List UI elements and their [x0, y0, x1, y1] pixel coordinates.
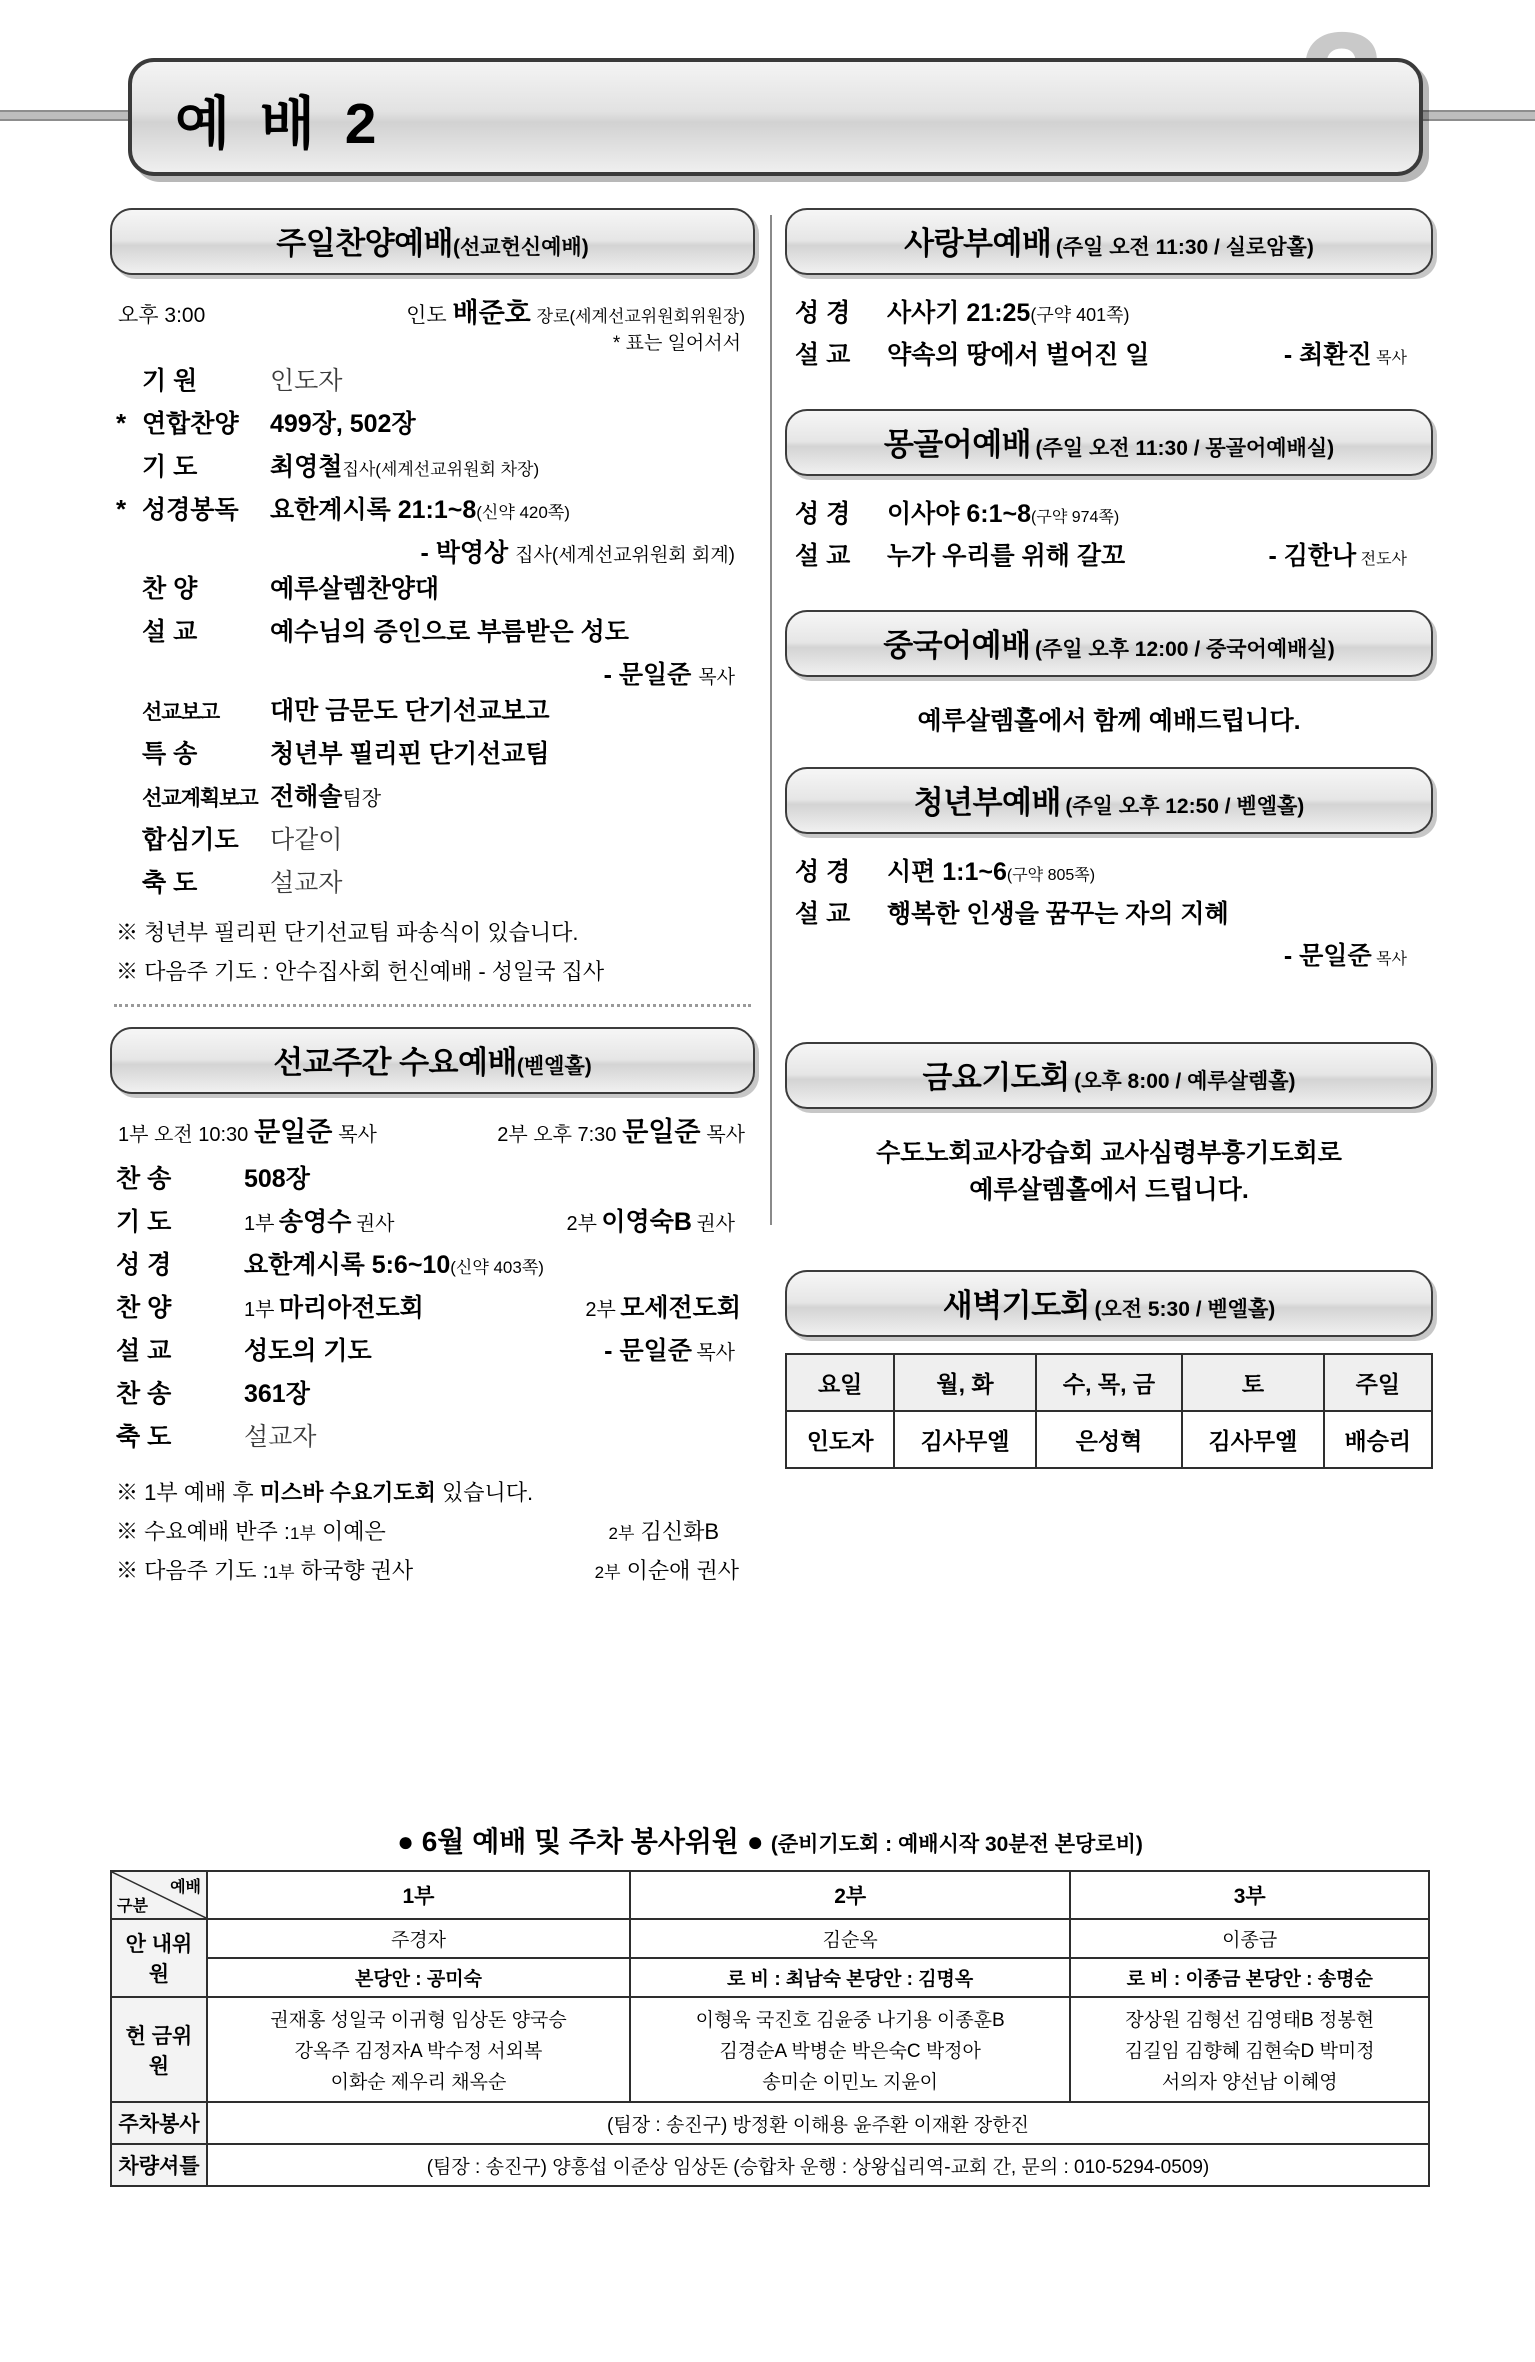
cell-line: 강옥주 김정자A 박수정 서외복: [294, 2041, 543, 2062]
part2-name: 문일준: [622, 1117, 701, 1147]
preacher-name: - 최환진: [1283, 341, 1372, 369]
sunday-praise-order: [110, 361, 755, 899]
table-header-cell: 2부: [630, 1871, 1070, 1919]
table-row: [111, 1958, 1429, 1997]
table-cell: 김사무엘: [894, 1411, 1035, 1468]
order-label: 찬 송: [116, 1380, 172, 1408]
scripture-label: 성 경: [795, 299, 851, 327]
cell-line: 서의자 양선남 이혜영: [1161, 2072, 1338, 2093]
order-value: 설교자: [244, 1423, 317, 1451]
order-value: 성도의 기도: [244, 1337, 372, 1365]
part2-value: 이영숙B: [601, 1208, 692, 1236]
order-row: [116, 777, 749, 813]
order-label: 연합찬양: [142, 410, 239, 438]
scripture-value: 시편 1:1~6: [887, 857, 1007, 886]
order-value: 설교자: [270, 869, 343, 897]
part1-value: 송영수: [278, 1208, 352, 1236]
service-time: 오후 3:00: [118, 304, 206, 327]
table-header-cell: 월, 화: [894, 1354, 1035, 1411]
sermon-title: 누가 우리를 위해 갈꼬: [887, 542, 1126, 570]
volunteer-section: [110, 1820, 1430, 2187]
note-item: ※ 청년부 필리핀 단기선교팀 파송식이 있습니다.: [116, 920, 579, 945]
sermon-title: 약속의 땅에서 벌어진 일: [887, 341, 1150, 369]
scripture-value: 사사기 21:25: [887, 299, 1031, 327]
order-label: 기 도: [142, 453, 198, 481]
dawn-prayer-table: [785, 1353, 1433, 1469]
volunteer-title: [110, 1820, 1430, 1860]
table-header-cell: 수, 목, 금: [1036, 1354, 1182, 1411]
order-row: [116, 820, 749, 856]
section-banner-dawn-prayer: [785, 1270, 1433, 1337]
order-label: 합심기도: [142, 826, 239, 854]
order-label: 성 경: [116, 1251, 172, 1279]
banner-subtitle: (주일 오후 12:50 / 벧엘홀): [1065, 794, 1305, 818]
sermon-title: 행복한 인생을 꿈꾸는 자의 지혜: [887, 899, 1229, 928]
row-label: 주차봉사: [111, 2102, 207, 2144]
row-label: 인도자: [786, 1411, 894, 1468]
banner-title: 금요기도회: [922, 1059, 1070, 1095]
note-text: ※ 수요예배 반주 :: [116, 1519, 290, 1544]
star-mark: *: [116, 494, 127, 524]
volunteer-title-sub: (준비기도회 : 예배시작 30분전 본당로비): [770, 1833, 1143, 1856]
part1-tag: 1부: [244, 1213, 275, 1235]
left-column: [110, 208, 755, 1593]
row-label: 안 내위 원: [111, 1919, 207, 1997]
friday-prayer-body: [785, 1125, 1433, 1224]
service-guide: [406, 291, 745, 330]
order-row: [116, 404, 749, 440]
order-label: 축 도: [142, 869, 198, 897]
banner-subtitle: (주일 오후 12:00 / 중국어예배실): [1034, 638, 1335, 661]
scripture-value: 이사야 6:1~8: [887, 500, 1032, 528]
mongolian-service-details: [785, 492, 1433, 584]
preacher-name: - 문일준: [1283, 941, 1372, 970]
table-header-cell: 토: [1182, 1354, 1323, 1411]
part1-tag: 1부: [268, 1563, 295, 1582]
banner-subtitle: (오전 5:30 / 벧엘홀): [1094, 1297, 1276, 1321]
cell-line: 김경순A 박병순 박은숙C 박정아: [719, 2041, 981, 2062]
note-item: ※ 다음주 기도 : 안수집사회 헌신예배 - 성일국 집사: [116, 959, 605, 984]
part1-preacher: [118, 1110, 377, 1149]
order-value: 508장: [244, 1165, 310, 1193]
credit-role: 집사(세계선교위원회 회계): [515, 545, 735, 566]
credit-name: - 박영상: [420, 539, 509, 567]
order-value: 요한계시록 5:6~10: [244, 1251, 451, 1279]
order-row: [116, 1288, 749, 1324]
part2-preacher: [497, 1110, 745, 1149]
section-banner-chinese-service: [785, 610, 1433, 677]
table-cell: 이종금: [1070, 1919, 1429, 1958]
banner-title: 사랑부예배: [904, 226, 1052, 261]
section-banner-mongolian-service: [785, 409, 1433, 476]
banner-subtitle: (주일 오전 11:30 / 실로암홀): [1055, 236, 1314, 259]
corner-top-label: 예배: [170, 1879, 201, 1896]
scripture-row: [795, 852, 1423, 888]
credit-role: 목사: [698, 667, 735, 688]
note-text: ※ 1부 예배 후: [116, 1480, 260, 1505]
order-credit: [116, 533, 749, 569]
volunteer-table: [110, 1870, 1430, 2187]
sermon-label: 설 교: [795, 899, 851, 928]
order-value: 499장, 502장: [270, 410, 416, 438]
table-cell: 배승리: [1324, 1411, 1432, 1468]
table-header-cell: 요일: [786, 1354, 894, 1411]
table-cell: 김순옥: [630, 1919, 1070, 1958]
banner-title: 중국어예배: [883, 628, 1031, 663]
order-label: 설 교: [142, 618, 198, 646]
scripture-page: (구약 401쪽): [1030, 305, 1130, 325]
table-row: [111, 1997, 1429, 2102]
table-header-row: [111, 1871, 1429, 1919]
part1-name: 문일준: [254, 1117, 333, 1147]
mission-wednesday-topline: [110, 1110, 755, 1151]
youth-service-details: [785, 850, 1433, 978]
section-banner-friday-prayer: [785, 1042, 1433, 1109]
order-value: 다같이: [270, 826, 343, 854]
order-value: 예수님의 증인으로 부름받은 성도: [270, 618, 629, 646]
table-header-cell: 주일: [1324, 1354, 1432, 1411]
mission-wednesday-order: [110, 1159, 755, 1453]
order-extra: 집사(세계선교위원회 차장): [342, 460, 540, 479]
order-row: [116, 1331, 749, 1367]
order-value: 청년부 필리핀 단기선교팀: [270, 740, 550, 768]
banner-subtitle: (벧엘홀): [516, 1055, 592, 1078]
order-row: [116, 490, 749, 526]
sunday-praise-notes: [110, 906, 755, 986]
guide-label: 인도: [406, 304, 447, 327]
friday-prayer-line1: 수도노회교사강습회 교사심령부흥기도회로: [876, 1138, 1342, 1167]
order-row: [116, 863, 749, 899]
note-item: [116, 1515, 749, 1546]
part2-tag: 2부: [585, 1299, 616, 1321]
order-value: 예루살렘찬양대: [270, 575, 440, 603]
banner-title: 선교주간 수요예배: [273, 1045, 517, 1080]
note-item: [116, 1476, 749, 1507]
banner-subtitle: (오후 8:00 / 예루살렘홀): [1074, 1069, 1296, 1093]
standing-note: * 표는 일어서서: [612, 333, 741, 354]
corner-cell: [111, 1871, 207, 1919]
order-value: 대만 금문도 단기선교보고: [270, 697, 550, 725]
cell-line: 장상원 김형선 김영태B 정봉현: [1125, 2010, 1375, 2031]
section-separator: [114, 1004, 751, 1007]
order-label: 선교보고: [142, 701, 220, 724]
order-value: 요한계시록 21:1~8: [270, 496, 477, 524]
part1-role: 목사: [338, 1124, 377, 1146]
preacher-name: - 김한나: [1268, 542, 1357, 570]
banner-subtitle: (선교헌신예배): [452, 236, 589, 259]
cell-line: 이화순 제우리 채옥순: [330, 2072, 507, 2093]
star-mark: *: [116, 408, 127, 438]
order-label: 특 송: [142, 740, 198, 768]
order-value: 전해솔: [270, 783, 343, 811]
guide-role: 장로(세계선교위원회위원장): [536, 307, 745, 326]
table-cell: [207, 1997, 630, 2102]
table-cell: 로 비 : 최남숙 본당안 : 김명옥: [630, 1958, 1070, 1997]
banner-title: 새벽기도회: [942, 1287, 1090, 1323]
order-row: [116, 1374, 749, 1410]
cell-line: 권재홍 성일국 이귀형 임상돈 양국승: [270, 2010, 567, 2031]
note-emphasis: 미스바 수요기도회: [259, 1480, 436, 1505]
part2-tag: 2부: [608, 1524, 635, 1543]
youth-preacher-line: [795, 936, 1423, 972]
order-row: [116, 1245, 749, 1281]
scripture-page: (구약 805쪽): [1006, 866, 1096, 884]
part2-value: 모세전도회: [620, 1294, 741, 1322]
order-row: [116, 691, 749, 727]
order-label: 찬 양: [142, 575, 198, 603]
order-row: [116, 1159, 749, 1195]
part2-value: 김신화B: [640, 1519, 719, 1544]
order-row: [116, 569, 749, 605]
part1-value: 하국향 권사: [300, 1558, 414, 1583]
order-extra: (신약 403쪽): [450, 1258, 544, 1277]
table-cell: [630, 1997, 1070, 2102]
cell-line: 김길임 김향혜 김현숙D 박미정: [1124, 2041, 1375, 2062]
part1-role: 권사: [355, 1213, 395, 1235]
note-tail: 있습니다.: [435, 1480, 534, 1505]
cell-line: 송미순 이민노 지윤이: [762, 2072, 939, 2093]
order-label: 선교계획보고: [142, 787, 258, 810]
row-label: 차량셔틀: [111, 2144, 207, 2186]
chinese-service-body: 예루살렘홀에서 함께 예배드립니다.: [917, 707, 1301, 735]
sermon-row: [795, 536, 1423, 572]
banner-title: 주일찬양예배: [276, 226, 453, 261]
table-row: [111, 2144, 1429, 2186]
table-header-row: [786, 1354, 1432, 1411]
order-row: [116, 734, 749, 770]
table-cell: 본당안 : 공미숙: [207, 1958, 630, 1997]
order-row: [116, 1417, 749, 1453]
preacher-role: 목사: [1376, 350, 1407, 367]
order-label: 찬 양: [116, 1294, 172, 1322]
table-cell: 주경자: [207, 1919, 630, 1958]
part1-time: 1부 오전 10:30: [118, 1124, 249, 1146]
order-row: [116, 612, 749, 648]
order-extra: (신약 420쪽): [476, 503, 570, 522]
sermon-label: 설 교: [795, 542, 851, 570]
scripture-page: (구약 974쪽): [1031, 509, 1120, 526]
banner-subtitle: (주일 오전 11:30 / 몽골어예배실): [1035, 437, 1335, 460]
right-column: [785, 208, 1433, 1469]
table-row: [111, 1919, 1429, 1958]
note-item: [116, 1554, 749, 1585]
order-row: [116, 361, 749, 397]
table-cell: [1070, 1997, 1429, 2102]
order-value: 최영철: [270, 453, 343, 481]
scripture-label: 성 경: [795, 857, 851, 886]
preacher-role: 전도사: [1360, 551, 1407, 568]
table-cell: (팀장 : 송진구) 방정환 이해용 윤주환 이재환 장한진: [207, 2102, 1429, 2144]
order-label: 기 원: [142, 367, 198, 395]
column-divider: [770, 215, 772, 1225]
order-label: 축 도: [116, 1423, 172, 1451]
part2-time: 2부 오후 7:30: [497, 1124, 617, 1146]
order-row: [116, 1202, 749, 1238]
section-banner-youth-service: [785, 767, 1433, 834]
part2-value: 이순애 권사: [626, 1558, 739, 1583]
preacher-role: 목사: [1376, 950, 1407, 968]
friday-prayer-line2: 예루살렘홀에서 드립니다.: [969, 1176, 1249, 1204]
row-label: 헌 금위 원: [111, 1997, 207, 2102]
part2-role: 권사: [696, 1213, 735, 1235]
corner-bottom-label: 구분: [117, 1898, 148, 1915]
table-cell: 로 비 : 이종금 본당안 : 송명순: [1070, 1958, 1429, 1997]
part1-tag: 1부: [289, 1524, 316, 1543]
cell-line: 이형욱 국진호 김윤중 나기용 이종훈B: [695, 2010, 1005, 2031]
sunday-praise-topline: [110, 291, 755, 332]
table-header-cell: 1부: [207, 1871, 630, 1919]
banner-title: 몽골어예배: [883, 427, 1032, 462]
credit-name: - 문일준: [603, 661, 692, 689]
part1-tag: 1부: [244, 1299, 275, 1321]
sermon-row: [795, 335, 1423, 371]
section-banner-sunday-praise: [110, 208, 755, 275]
table-row: [786, 1411, 1432, 1468]
order-credit: [116, 655, 749, 691]
banner-title: 청년부예배: [913, 784, 1061, 820]
table-cell: (팀장 : 송진구) 양흥섭 이준상 임상돈 (승합차 운행 : 상왕십리역-교회 간, 문의 : 010-5294-0509): [207, 2144, 1429, 2186]
table-cell: 김사무엘: [1182, 1411, 1323, 1468]
volunteer-title-main: ● 6월 예배 및 주차 봉사위원 ●: [397, 1826, 764, 1857]
part1-value: 마리아전도회: [278, 1294, 424, 1322]
order-label: 기 도: [116, 1208, 172, 1236]
sermon-row: [795, 894, 1423, 930]
order-row: [116, 447, 749, 483]
page-title: 예 배 2: [175, 92, 384, 156]
scripture-row: [795, 494, 1423, 530]
scripture-label: 성 경: [795, 500, 851, 528]
order-label: 찬 송: [116, 1165, 172, 1193]
table-row: [111, 2102, 1429, 2144]
section-banner-mission-wednesday: [110, 1027, 755, 1094]
part2-tag: 2부: [594, 1563, 621, 1582]
table-header-cell: 3부: [1070, 1871, 1429, 1919]
part2-role: 목사: [706, 1124, 745, 1146]
scripture-row: [795, 293, 1423, 329]
sermon-label: 설 교: [795, 341, 851, 369]
order-label: 설 교: [116, 1337, 172, 1365]
part2-tag: 2부: [566, 1213, 597, 1235]
table-cell: 은성혁: [1036, 1411, 1182, 1468]
love-service-details: [785, 291, 1433, 383]
order-value: 인도자: [270, 367, 343, 395]
note-text: ※ 다음주 기도 :: [116, 1558, 269, 1583]
order-label: 성경봉독: [142, 496, 239, 524]
guide-name: 배준호: [452, 298, 531, 328]
order-value: 361장: [244, 1380, 310, 1408]
part1-value: 이예은: [321, 1519, 386, 1544]
section-banner-love-service: [785, 208, 1433, 275]
credit-role: 목사: [696, 1342, 735, 1364]
credit-name: - 문일준: [604, 1337, 692, 1365]
mission-wednesday-notes: [110, 1460, 755, 1585]
order-extra: 팀장: [342, 788, 382, 810]
